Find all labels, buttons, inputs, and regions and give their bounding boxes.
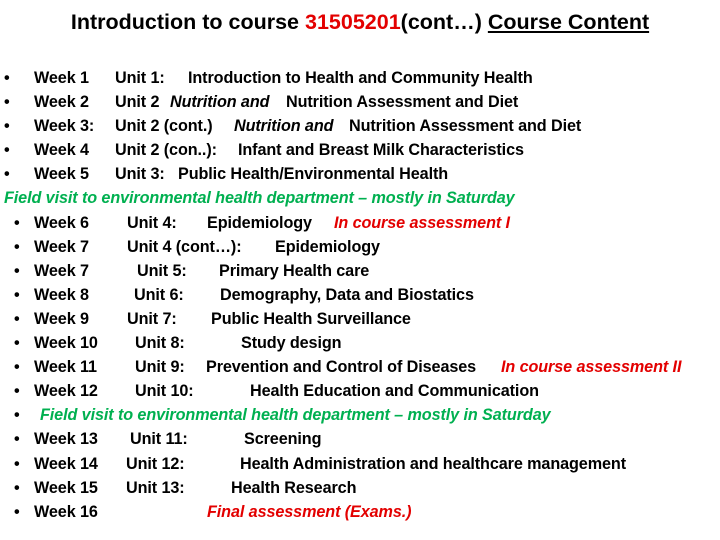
unit-label: Unit 6: — [134, 285, 184, 304]
unit-label: Unit 13: — [126, 478, 185, 497]
week-label: Week 16 — [34, 502, 98, 521]
list-item-week-1 — [4, 66, 718, 90]
topic-text: Prevention and Control of Diseases — [206, 358, 477, 377]
unit-label: Unit 8: — [135, 334, 185, 353]
unit-label: Unit 4: — [127, 213, 177, 232]
field-visit-item — [4, 403, 718, 427]
unit-label: Unit 7: — [127, 309, 177, 328]
bullet-icon: • — [14, 213, 20, 232]
bullet-icon: • — [14, 261, 20, 280]
week-label: Week 3: — [34, 117, 95, 136]
topic-text: Epidemiology — [275, 237, 380, 256]
week-label: Week 14 — [34, 454, 98, 473]
unit-label: Unit 2 (cont.) — [115, 117, 213, 136]
week-label: Week 4 — [34, 141, 89, 160]
bullet-icon: • — [14, 382, 20, 401]
bullet-icon: • — [4, 165, 10, 184]
list-item-week-5 — [4, 162, 718, 186]
title-course-content: Course Content — [487, 10, 650, 34]
field-visit-text: Field visit to environmental health department – mostly in Saturday — [4, 189, 515, 208]
topic-text: Public Health Surveillance — [211, 309, 411, 328]
bullet-icon: • — [14, 454, 20, 473]
bullet-icon: • — [14, 502, 20, 521]
bullet-icon: • — [14, 430, 20, 449]
week-label: Week 10 — [34, 334, 98, 353]
bullet-icon: • — [14, 285, 20, 304]
bullet-icon: • — [14, 478, 20, 497]
list-item-week-10 — [4, 331, 718, 355]
topic-text: Study design — [241, 334, 342, 353]
week-label: Week 7 — [34, 261, 89, 280]
week-label: Week 13 — [34, 430, 98, 449]
unit-label: Unit 4 (cont…): — [127, 237, 242, 256]
topic-text: Primary Health care — [219, 261, 370, 280]
list-item-week-16 — [4, 500, 718, 524]
bullet-icon: • — [4, 141, 10, 160]
title-prefix: Introduction to course — [70, 10, 300, 34]
slide-title — [0, 6, 720, 38]
bullet-icon: • — [4, 117, 10, 136]
unit-label: Unit 11: — [130, 430, 188, 449]
list-item-week-14 — [4, 452, 718, 476]
topic-text: Introduction to Health and Community Health — [188, 69, 533, 87]
week-label: Week 11 — [34, 358, 97, 377]
assessment-note: In course assessment I — [334, 213, 510, 232]
week-label: Week 9 — [34, 309, 89, 328]
field-visit-text: Field visit to environmental health department – mostly in Saturday — [40, 406, 551, 425]
topic-text: Nutrition Assessment and Diet — [349, 117, 582, 136]
unit-label: Unit 1: — [115, 69, 165, 87]
list-item-week-9 — [4, 307, 718, 331]
field-visit-note — [4, 186, 718, 210]
list-item-week-7-a — [4, 235, 718, 259]
unit-label: Unit 3: — [115, 165, 165, 184]
list-item-week-3 — [4, 114, 718, 138]
unit-label: Unit 5: — [137, 261, 187, 280]
week-label: Week 6 — [34, 213, 89, 232]
list-item-week-15 — [4, 476, 718, 500]
topic-text: Infant and Breast Milk Characteristics — [238, 141, 524, 160]
week-label: Week 15 — [34, 478, 98, 497]
bullet-icon: • — [14, 358, 20, 377]
topic-italic: Nutrition and — [234, 117, 334, 136]
bullet-icon: • — [4, 69, 10, 87]
list-item-week-13 — [4, 427, 718, 451]
list-item-week-2 — [4, 90, 718, 114]
week-label: Week 12 — [34, 382, 98, 401]
week-label: Week 7 — [34, 237, 89, 256]
week-label: Week 8 — [34, 285, 89, 304]
topic-text: Epidemiology — [207, 213, 312, 232]
list-item-week-12 — [4, 379, 718, 403]
bullet-icon: • — [14, 237, 20, 256]
topic-text: Demography, Data and Biostatics — [220, 285, 474, 304]
bullet-icon: • — [14, 406, 20, 425]
content-list — [4, 66, 718, 524]
list-item-week-11 — [4, 355, 718, 379]
unit-label: Unit 2 — [115, 93, 160, 112]
unit-label: Unit 12: — [126, 454, 185, 473]
unit-label: Unit 9: — [135, 358, 185, 377]
bullet-icon: • — [14, 334, 20, 353]
course-code: 31505201 — [305, 10, 401, 34]
list-item-week-6 — [4, 211, 718, 235]
final-assessment: Final assessment (Exams.) — [207, 502, 412, 521]
topic-text: Screening — [244, 430, 322, 449]
topic-text: Health Administration and healthcare management — [240, 454, 626, 473]
week-label: Week 5 — [34, 165, 89, 184]
topic-text: Nutrition Assessment and Diet — [286, 93, 519, 112]
topic-text: Health Education and Communication — [250, 382, 539, 401]
week-label: Week 2 — [34, 93, 89, 112]
list-item-week-8 — [4, 283, 718, 307]
bullet-icon: • — [4, 93, 10, 112]
topic-text: Health Research — [231, 478, 357, 497]
assessment-note: In course assessment II — [501, 358, 682, 377]
week-label: Week 1 — [34, 69, 89, 87]
unit-label: Unit 2 (con..): — [115, 141, 217, 160]
unit-label: Unit 10: — [135, 382, 194, 401]
bullet-icon: • — [14, 309, 20, 328]
topic-text: Public Health/Environmental Health — [178, 165, 449, 184]
topic-italic: Nutrition and — [170, 93, 270, 112]
title-suffix: (cont…) — [400, 10, 482, 34]
list-item-week-7-b — [4, 259, 718, 283]
list-item-week-4 — [4, 138, 718, 162]
